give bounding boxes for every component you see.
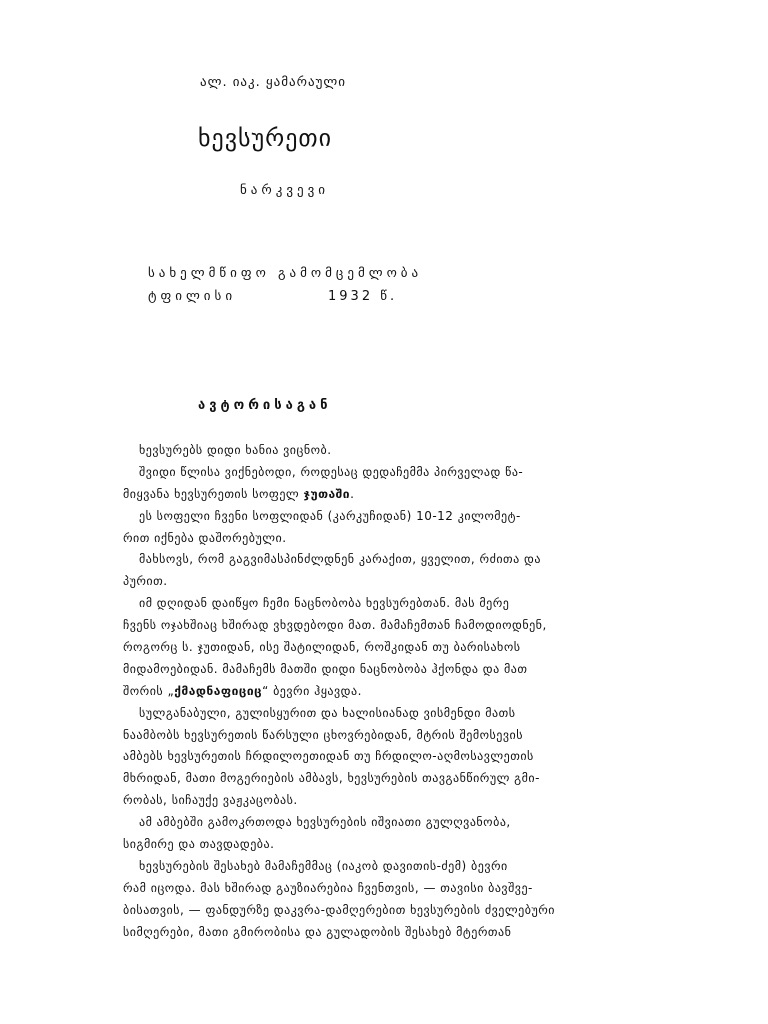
author-name: ალ. იაკ. ყამარაული <box>200 75 346 90</box>
text-line: ხევსურების შესახებ მამაჩემმაც (იაკობ დავითის-ძემ) ბევრი <box>139 858 508 873</box>
text-line: მიდამოებიდან. მამაჩემს მათში დიდი ნაცნობობა ჰქონდა და მათ <box>123 661 528 676</box>
publisher-name: სახელმწიფო გამომცემლობა <box>148 266 423 281</box>
text-line-segment: მიყვანა ხევსურეთის სოფელ <box>123 486 304 501</box>
text-line <box>123 484 563 506</box>
text-line: ნაამბობს ხევსურეთის წარსული ცხოვრებიდან, მტრის შემოსევის <box>123 727 524 742</box>
text-line-segment: შორის „ <box>123 683 175 698</box>
text-line: ამ ამბებში გამოკრთოდა ხევსურების იშვიათი გულღვანობა, <box>139 815 511 830</box>
village-name: ჯუთაში <box>303 486 351 501</box>
preface-body <box>123 440 563 943</box>
text-line <box>123 681 563 703</box>
text-line: სიგმირე და თავდადება. <box>123 837 275 852</box>
text-line: რობას, სიჩაუქე ვაჟკაცობას. <box>123 793 298 808</box>
text-line: პურით. <box>123 574 168 589</box>
text-line: როგორც ს. ჯუთიდან, ისე შატილიდან, როშკიდან თუ ბარისახოს <box>123 640 521 655</box>
text-line: ბისათვის, — ფანდურზე დაკვრა-დამღერებით ხევსურების ძველებური <box>123 902 555 917</box>
text-line: ჩვენს ოჯახშიაც ხშირად ვხვდებოდი მათ. მამაჩემთან ჩამოდიოდნენ, <box>123 618 547 633</box>
text-line: შვიდი წლისა ვიქნებოდი, როდესაც დედაჩემმა პირველად წა- <box>139 464 524 479</box>
publication-city: ტფილისი <box>148 289 237 304</box>
text-line: იმ დღიდან დაიწყო ჩემი ნაცნობობა ხევსურებთან. მას მერე <box>139 596 510 611</box>
book-subtitle: ნარკვევი <box>240 183 330 198</box>
book-title: ხევსურეთი <box>198 124 333 152</box>
text-line: სიმღერები, მათი გმირობისა და გულადობის შესახებ მტერთან <box>123 924 512 939</box>
publication-year: 1932 წ. <box>328 289 398 304</box>
text-line-segment: . <box>350 486 355 501</box>
text-line-segment: “ ბევრი ჰყავდა. <box>262 683 362 698</box>
nickname-term: ქმადნაფიციც <box>174 683 263 698</box>
text-line: მხრიდან, მათი მოგერიების ამბავს, ხევსურების თავგანწირულ გმი- <box>123 771 540 786</box>
preface-heading: ავტორისაგან <box>198 398 332 413</box>
text-line: რამ იცოდა. მას ხშირად გაუზიარებია ჩვენთვის, — თავისი ბავშვე- <box>123 880 533 895</box>
text-line: ხევსურებს დიდი ხანია ვიცნობ. <box>139 443 332 457</box>
text-line: მახსოვს, რომ გაგვიმასპინძლდნენ კარაქით, ყველით, რძითა და <box>139 552 541 567</box>
text-line: რით იქნება დაშორებული. <box>123 530 287 545</box>
text-line: ამბებს ხევსურეთის ჩრდილოეთიდან თუ ჩრდილო-აღმოსავლეთის <box>123 749 534 764</box>
text-line: ეს სოფელი ჩვენი სოფლიდან (კარკუჩიდან) 10-12 კილომეტ- <box>139 508 521 523</box>
text-line: სულგანაბული, გულისყურით და ხალისიანად ვისმენდი მათს <box>139 705 516 720</box>
